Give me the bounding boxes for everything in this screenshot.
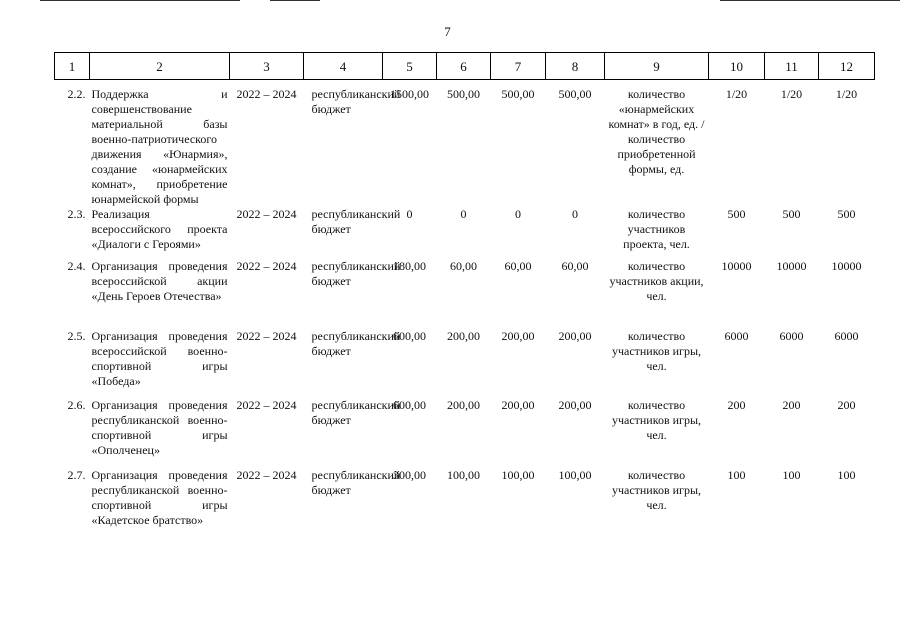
period: 2022 – 2024	[236, 207, 297, 221]
table-row	[55, 468, 875, 552]
row-number: 2.5.	[67, 329, 86, 343]
value-col8: 0	[572, 207, 578, 221]
table-row	[55, 398, 875, 468]
value-col6: 100,00	[447, 468, 480, 482]
value-col11: 500	[782, 207, 801, 221]
indicator: количество участников игры, чел.	[611, 468, 702, 512]
value-col5: 0	[406, 207, 413, 221]
measure-name: Организация проведения всероссийской военно-спортивной игры «Победа»	[91, 329, 228, 388]
table-row	[55, 259, 875, 329]
value-col12: 10000	[831, 259, 862, 273]
row-number: 2.2.	[67, 87, 86, 101]
header-cell: 12	[819, 53, 875, 80]
value-col5: 1500,00	[390, 87, 429, 101]
indicator: количество «юнармейских комнат» в год, ед. / количество приобретенной формы, ед.	[608, 87, 705, 176]
value-col12: 100	[837, 468, 856, 482]
table-row	[55, 329, 875, 398]
measure-name: Организация проведения республиканской военно-спортивной игры «Ополченец»	[91, 398, 228, 457]
header-cell: 2	[90, 53, 230, 80]
indicator: количество участников игры, чел.	[611, 329, 702, 373]
header-cell: 5	[383, 53, 437, 80]
value-col11: 10000	[776, 259, 807, 273]
value-col10: 6000	[724, 329, 749, 343]
value-col5: 600,00	[393, 329, 426, 343]
value-col7: 500,00	[501, 87, 535, 101]
funding-source: республиканский бюджет	[311, 398, 401, 427]
period: 2022 – 2024	[236, 468, 297, 482]
funding-source: республиканский бюджет	[311, 468, 401, 497]
value-col6: 60,00	[450, 259, 477, 273]
funding-source: республиканский бюджет	[311, 87, 401, 116]
row-number: 2.6.	[67, 398, 86, 412]
header-cell: 10	[709, 53, 765, 80]
measure-name: Реализация всероссийского проекта «Диалоги с Героями»	[91, 207, 228, 251]
value-col6: 200,00	[447, 329, 480, 343]
period: 2022 – 2024	[236, 398, 297, 412]
value-col10: 10000	[721, 259, 752, 273]
value-col6: 0	[460, 207, 467, 221]
value-col10: 100	[727, 468, 746, 482]
funding-source: республиканский бюджет	[311, 329, 401, 358]
value-col12: 6000	[834, 329, 859, 343]
table-header	[55, 53, 875, 80]
table-row	[55, 80, 875, 208]
value-col8: 60,00	[561, 259, 589, 273]
value-col7: 0	[515, 207, 521, 221]
period: 2022 – 2024	[236, 259, 297, 273]
value-col11: 100	[782, 468, 801, 482]
header-cell: 7	[491, 53, 546, 80]
value-col7: 100,00	[501, 468, 535, 482]
header-cell: 4	[304, 53, 383, 80]
funding-source: республиканский бюджет	[311, 259, 401, 288]
program-table	[54, 52, 875, 552]
header-cell: 6	[437, 53, 491, 80]
top-edge-line-left	[40, 0, 240, 1]
value-col6: 200,00	[447, 398, 480, 412]
measure-name: Организация проведения всероссийской акции «День Героев Отечества»	[91, 259, 228, 303]
row-number: 2.4.	[67, 259, 86, 273]
measure-name: Организация проведения республиканской военно-спортивной игры «Кадетское братство»	[91, 468, 228, 527]
top-edge-line-middle	[270, 0, 320, 1]
period: 2022 – 2024	[236, 329, 297, 343]
value-col11: 1/20	[780, 87, 803, 101]
value-col8: 100,00	[558, 468, 592, 482]
top-edge-line-right	[720, 0, 900, 1]
value-col10: 1/20	[725, 87, 748, 101]
indicator: количество участников проекта, чел.	[623, 207, 690, 251]
value-col10: 200	[727, 398, 746, 412]
value-col7: 60,00	[504, 259, 532, 273]
value-col5: 180,00	[393, 259, 426, 273]
value-col5: 300,00	[393, 468, 426, 482]
value-col11: 200	[782, 398, 801, 412]
period: 2022 – 2024	[236, 87, 297, 101]
row-number: 2.7.	[67, 468, 86, 482]
value-col7: 200,00	[501, 329, 535, 343]
header-cell: 3	[230, 53, 304, 80]
header-cell: 11	[765, 53, 819, 80]
page-number: 7	[444, 24, 451, 39]
value-col11: 6000	[779, 329, 804, 343]
indicator: количество участников игры, чел.	[611, 398, 702, 442]
value-col6: 500,00	[447, 87, 480, 101]
value-col12: 1/20	[835, 87, 858, 101]
row-number: 2.3.	[67, 207, 86, 221]
value-col10: 500	[727, 207, 746, 221]
measure-name: Поддержка и совершенствование материальной базы военно-патриотического движения «Юнармия», создание «юнармейских комнат», приобретение юнармейской формы	[91, 87, 228, 206]
table-row	[55, 207, 875, 259]
funding-source: республиканский бюджет	[311, 207, 401, 236]
header-cell: 1	[55, 53, 90, 80]
value-col7: 200,00	[501, 398, 535, 412]
value-col8: 200,00	[558, 398, 592, 412]
header-cell: 8	[546, 53, 605, 80]
value-col8: 200,00	[558, 329, 592, 343]
indicator: количество участников акции, чел.	[609, 259, 704, 303]
value-col12: 200	[837, 398, 856, 412]
header-cell: 9	[605, 53, 709, 80]
value-col8: 500,00	[558, 87, 592, 101]
value-col12: 500	[837, 207, 856, 221]
value-col5: 600,00	[393, 398, 426, 412]
